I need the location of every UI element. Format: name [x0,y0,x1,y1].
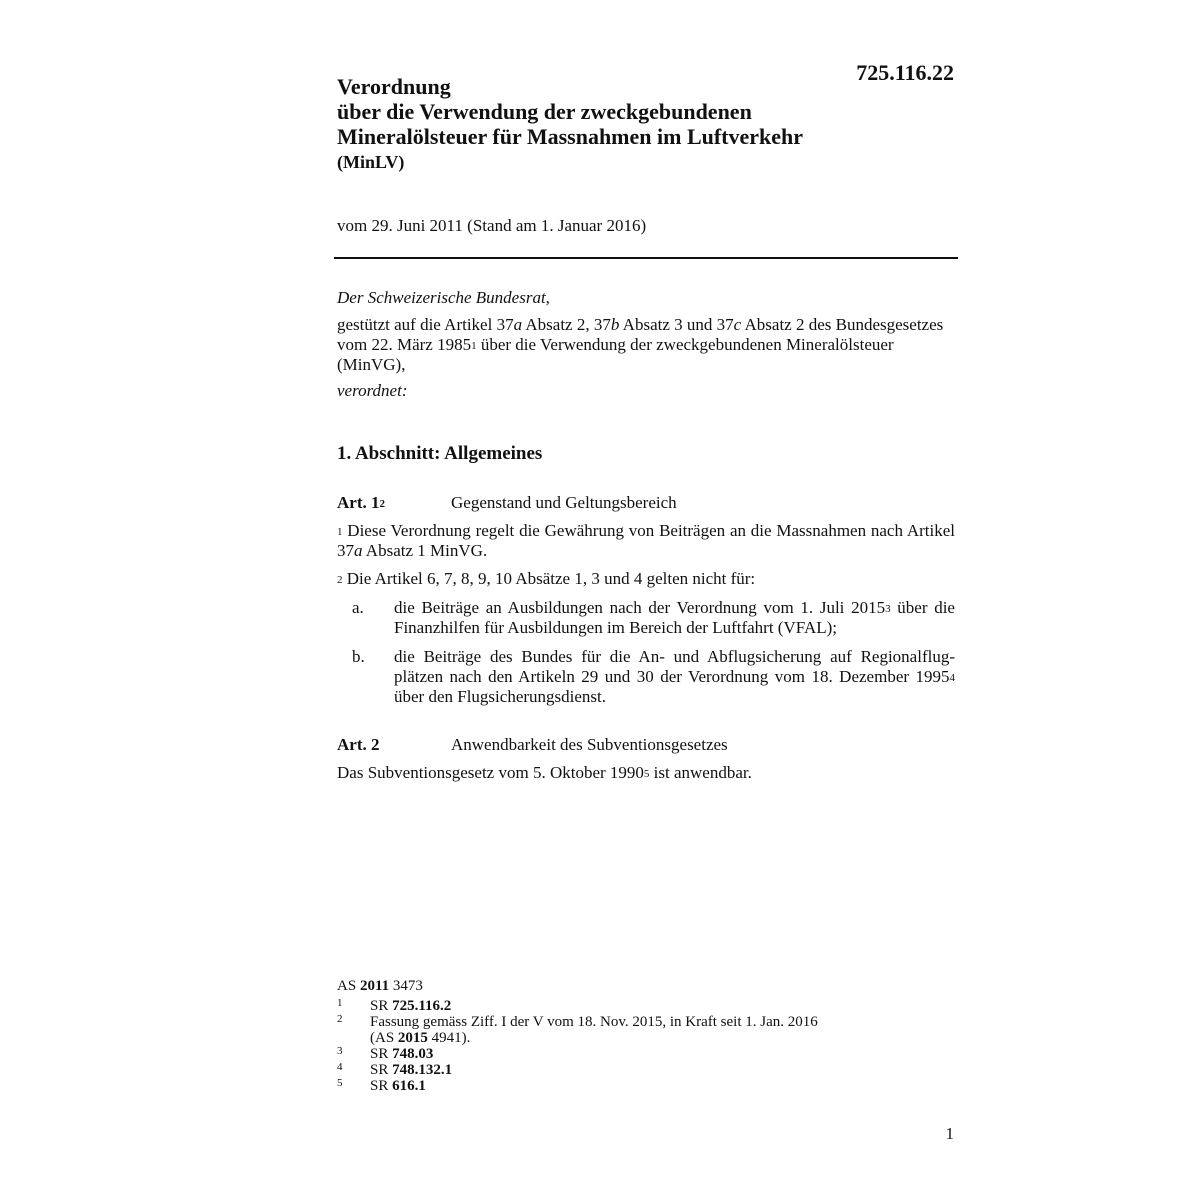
footnote-ref[interactable]: 1 [471,340,477,352]
paragraph-text: Diese Verordnung regelt die Gewährung von Beiträgen an die Massnahmen nach Artikel 37 [337,521,955,560]
footnote [337,998,957,1014]
footnote-text [370,998,930,1014]
title-line-2: über die Verwendung der zweckgebundenen [337,99,752,124]
article-1-paragraph-2 [337,569,955,589]
paragraph-number: 1 [337,526,343,538]
footnote-prefix: Fassung gemäss Ziff. I der V vom 18. Nov. 2015, in Kraft seit 1. Jan. 2016 [370,1014,818,1030]
list-item-letter: b. [352,647,365,666]
footnote-ref[interactable]: 5 [643,768,650,780]
article-2-heading [337,735,957,755]
article-2-text [337,763,752,783]
preamble-legal-basis [337,315,957,375]
basis-text: über die Verwendung der zweckgebundenen Mineralölsteuer (MinVG), [337,335,894,374]
footnote-number: 4 [337,1061,343,1073]
item-text-part: über die Finanzhilfen für Ausbildungen im Bereich der Luftfahrt (VFAL); [394,598,955,637]
item-text-part: die Beiträge des Bundes für die An- und Abflugsicherung auf Regionalflug-plätzen nach den Artikeln 29 und 30 der Verordnung vom 18. Dezember 1995 [394,647,955,686]
preamble-issuer: Der Schweizerische Bundesrat, [337,288,550,307]
title-line-1: Verordnung [337,74,451,99]
footnote-text [370,1046,930,1062]
item-text-part: die Beiträge an Ausbildungen nach der Verordnung vom 1. Juli 2015 [394,598,886,617]
basis-letter-b: b [610,315,620,334]
footnote-number: 3 [337,1045,343,1057]
ordinance-date: vom 29. Juni 2011 (Stand am 1. Januar 2016) [337,216,647,235]
footnote-text [370,1078,930,1094]
footnotes [337,998,957,1094]
article-1-paragraph-1 [337,521,955,561]
footnote-number: 5 [337,1077,343,1089]
footnote-ref[interactable]: 4 [949,672,955,684]
title-line-3: Mineralölsteuer für Massnahmen im Luftverkehr [337,124,804,149]
preamble-verb: verordnet: [337,381,408,400]
footnote-sr-number: 616.1 [392,1078,426,1094]
section-heading: 1. Abschnitt: Allgemeines [337,443,543,464]
footnote [337,1078,957,1094]
basis-text: Absatz 2, 37 [522,315,611,334]
footnote [337,1062,957,1078]
list-item [352,647,970,709]
footnote-as-year: 2015 [397,1030,428,1046]
article-number [337,493,385,513]
paragraph-text: Die Artikel 6, 7, 8, 9, 10 Absätze 1, 3 und 4 gelten nicht für: [342,569,756,588]
ordinance-title [337,74,957,149]
article-1-heading [337,493,957,513]
footnote-prefix: SR [370,1046,393,1062]
list-item-text [394,598,955,638]
footnote-sr-number: 748.132.1 [392,1062,453,1078]
footnote-prefix: SR [370,1078,393,1094]
footnote-rest: 4941). [427,1030,471,1046]
footnote-number: 1 [337,997,343,1009]
paragraph-text: Absatz 1 MinVG. [362,541,488,560]
footnote-ref[interactable]: 2 [379,498,385,510]
footnote [337,1046,957,1062]
footnote-sr-number: 748.03 [392,1046,434,1062]
as-year: 2011 [359,978,390,994]
paragraph-letter: a [354,541,363,560]
sr-number: 725.116.22 [856,60,954,85]
official-compilation-ref [337,978,423,995]
list-item-text [394,647,955,707]
page-number: 1 [945,1124,954,1143]
list-item-letter: a. [352,598,364,617]
basis-text: Absatz 3 und 37 [619,315,734,334]
ordinance-abbreviation: (MinLV) [337,152,405,172]
as-page: 3473 [389,978,423,994]
footnote-text [370,1014,930,1046]
article-text: Das Subventionsgesetz vom 5. Oktober 1990 [337,763,644,782]
list-item [352,598,970,640]
article-title: Gegenstand und Geltungsbereich [451,493,677,512]
footnote-sr-number: 725.116.2 [392,998,452,1014]
basis-text: gestützt auf die Artikel 37 [337,315,514,334]
footnote-number: 2 [337,1013,343,1025]
article-number-text: Art. 1 [337,493,380,512]
basis-text: Absatz 2 des Bundesgesetzes vom 22. März 1985 [337,315,944,354]
article-title: Anwendbarkeit des Subventionsgesetzes [451,735,728,754]
as-prefix: AS [337,978,360,994]
basis-letter-a: a [513,315,523,334]
article-text: ist anwendbar. [649,763,752,782]
basis-letter-c: c [733,315,742,334]
header-divider [334,257,958,259]
paragraph-number: 2 [337,574,343,586]
footnote-text [370,1062,930,1078]
article-number: Art. 2 [337,735,380,754]
footnote-prefix: (AS [370,1030,398,1046]
item-text-part: über den Flugsicherungsdienst. [394,687,606,706]
footnote [337,1014,957,1046]
footnote-prefix: SR [370,1062,393,1078]
footnote-ref[interactable]: 3 [885,603,891,615]
footnote-prefix: SR [370,998,393,1014]
